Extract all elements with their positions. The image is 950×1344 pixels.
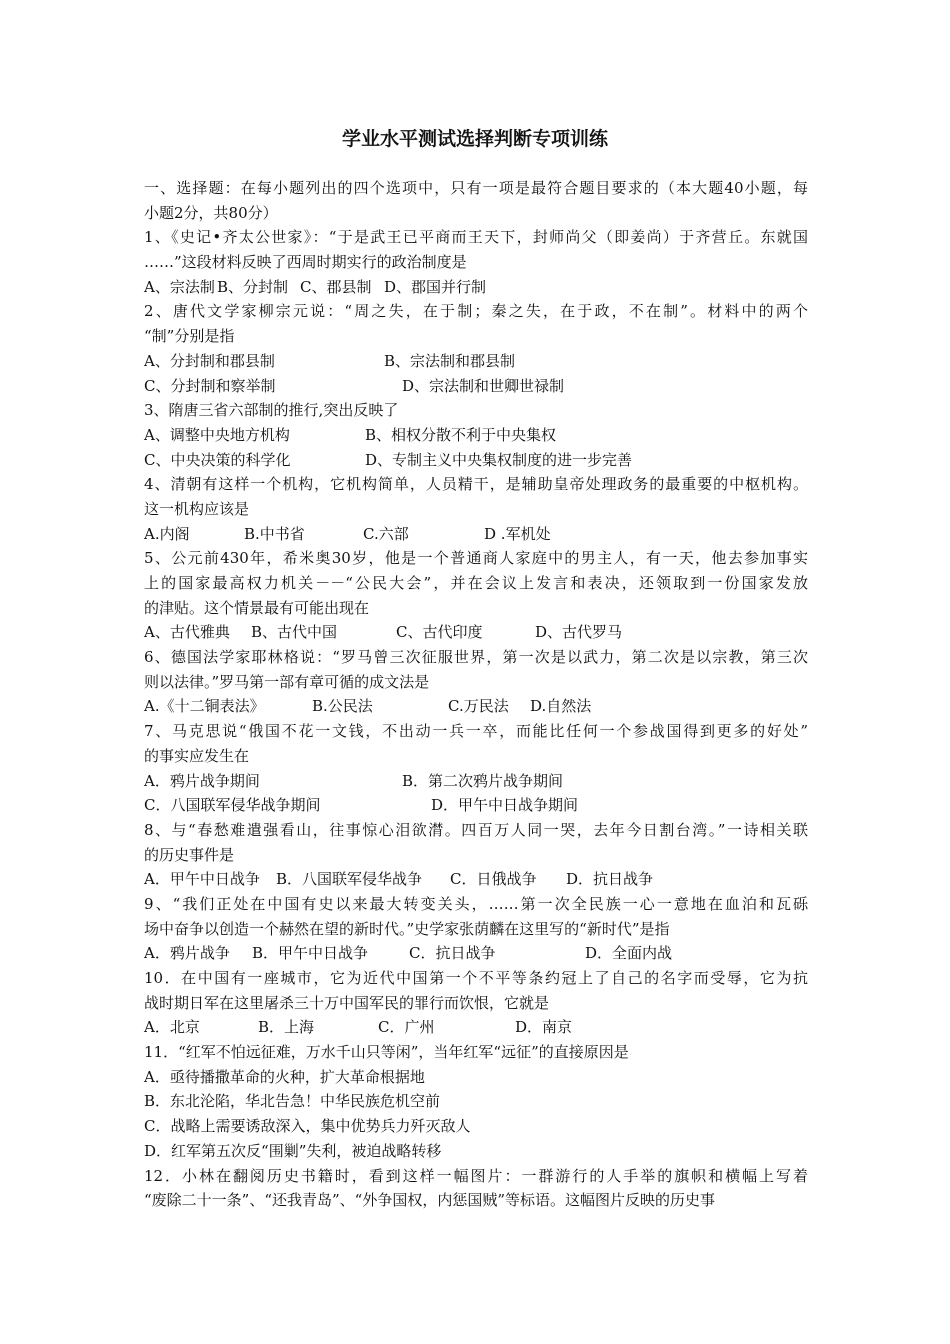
question-stem: 2、唐代文学家柳宗元说：“周之失，在于制；秦之失，在于政，不在制”。材料中的两个 bbox=[144, 302, 808, 321]
question-stem: 11．“红军不怕远征难，万水千山只等闲”，当年红军“远征”的直接原因是 bbox=[144, 1043, 629, 1062]
question-stem: 的历史事件是 bbox=[144, 845, 235, 864]
question-item bbox=[144, 966, 808, 1040]
question-item bbox=[144, 546, 808, 645]
question-item bbox=[144, 719, 808, 818]
question-stem: 10．在中国有一座城市，它为近代中国第一个不平等条约冠上了自己的名字而受辱，它为抗 bbox=[144, 969, 808, 987]
answer-option: D、宗法制和世卿世禄制 bbox=[402, 376, 565, 395]
answer-option: B．八国联军侵华战争 bbox=[276, 870, 423, 889]
question-item bbox=[144, 818, 808, 892]
answer-option: C、分封制和察举制 bbox=[144, 376, 276, 395]
document-body bbox=[144, 176, 808, 1213]
answer-option: C．广州 bbox=[378, 1018, 435, 1037]
question-item bbox=[144, 472, 808, 546]
answer-option: D．南京 bbox=[515, 1018, 573, 1037]
question-list bbox=[144, 225, 808, 1213]
option-row bbox=[144, 275, 808, 300]
answer-option: B．第二次鸦片战争期间 bbox=[402, 771, 564, 790]
question-stem: 8、与“春愁难遣强看山，往事惊心泪欲潸。四百万人同一哭，去年今日割台湾。”一诗相关联 bbox=[144, 820, 808, 839]
option-row bbox=[144, 620, 808, 645]
question-stem: 的事实应发生在 bbox=[144, 746, 250, 765]
answer-option: C.六部 bbox=[363, 524, 409, 543]
question-stem: 4、清朝有这样一个机构，它机构简单，人员精干，是辅助皇帝处理政务的最重要的中枢机构。 bbox=[144, 475, 808, 494]
answer-option: B．甲午中日战争 bbox=[252, 944, 369, 963]
answer-option: A、分封制和郡县制 bbox=[144, 351, 275, 370]
answer-option: D．甲午中日战争期间 bbox=[431, 796, 579, 815]
option-row bbox=[144, 374, 808, 399]
question-item bbox=[144, 398, 808, 472]
question-item bbox=[144, 299, 808, 398]
answer-option: A、调整中央地方机构 bbox=[144, 425, 290, 444]
option-row bbox=[144, 349, 808, 374]
answer-option: D、古代罗马 bbox=[535, 623, 623, 642]
answer-option: C、中央决策的科学化 bbox=[144, 450, 291, 469]
answer-option: C．八国联军侵华战争期间 bbox=[144, 796, 321, 815]
answer-option: D．抗日战争 bbox=[566, 870, 654, 889]
answer-option: D .军机处 bbox=[484, 524, 551, 543]
option-row bbox=[144, 867, 808, 892]
question-stem: 6、德国法学家耶林格说：“罗马曾三次征服世界，第一次是以武力，第二次是以宗教，第三次 bbox=[144, 648, 808, 667]
question-stem: 这一机构应该是 bbox=[144, 499, 250, 518]
answer-option: A.《十二铜表法》 bbox=[144, 697, 265, 716]
answer-option: C．战略上需要诱敌深入，集中优势兵力歼灭敌人 bbox=[144, 1117, 471, 1136]
question-stem: 7、马克思说“俄国不花一文钱，不出动一兵一卒，而能比任何一个参战国得到更多的好处” bbox=[144, 722, 808, 741]
answer-option: C.万民法 bbox=[448, 697, 509, 716]
option-row bbox=[144, 522, 808, 547]
question-item bbox=[144, 1164, 808, 1213]
question-item bbox=[144, 645, 808, 719]
question-stem: “制”分别是指 bbox=[144, 327, 235, 346]
question-stem: 5、公元前430年，希米奥30岁，他是一个普通商人家庭中的男主人，有一天，他去参加事实 bbox=[144, 549, 808, 568]
question-item bbox=[144, 225, 808, 299]
section-instruction: 一、选择题：在每小题列出的四个选项中，只有一项是最符合题目要求的（本大题40小题，每 bbox=[144, 179, 808, 197]
answer-option: A、古代雅典 bbox=[144, 623, 230, 642]
question-stem: 的津贴。这个情景最有可能出现在 bbox=[144, 598, 370, 617]
option-row bbox=[144, 769, 808, 794]
answer-option: B、古代中国 bbox=[251, 623, 338, 642]
question-stem: 场中奋争以创造一个赫然在望的新时代。”史学家张荫麟在这里写的“新时代”是指 bbox=[144, 919, 670, 938]
answer-option: B、宗法制和郡县制 bbox=[384, 351, 516, 370]
option-row bbox=[144, 1015, 808, 1040]
option-row bbox=[144, 1089, 808, 1114]
answer-option: C、郡县制 bbox=[300, 277, 372, 296]
answer-option: B．上海 bbox=[258, 1018, 315, 1037]
answer-option: C．日俄战争 bbox=[450, 870, 537, 889]
option-row bbox=[144, 1065, 808, 1090]
option-row bbox=[144, 793, 808, 818]
question-item bbox=[144, 1040, 808, 1163]
answer-option: B.中书省 bbox=[244, 524, 305, 543]
answer-option: C．抗日战争 bbox=[409, 944, 496, 963]
answer-option: A．北京 bbox=[144, 1018, 200, 1037]
question-stem: 1、《史记•齐太公世家》：“于是武王已平商而王天下，封师尚父（即姜尚）于齐营丘。东就国 bbox=[144, 228, 808, 247]
document-title: 学业水平测试选择判断专项训练 bbox=[341, 128, 608, 150]
option-row bbox=[144, 1114, 808, 1139]
section-instruction: 小题2分，共80分） bbox=[144, 203, 278, 222]
answer-option: A．甲午中日战争 bbox=[144, 870, 260, 889]
answer-option: B、分封制 bbox=[217, 277, 289, 296]
answer-option: B.公民法 bbox=[312, 697, 373, 716]
option-row bbox=[144, 448, 808, 473]
option-row bbox=[144, 941, 808, 966]
question-stem: 12．小林在翻阅历史书籍时，看到这样一幅图片：一群游行的人手举的旗帜和横幅上写着 bbox=[144, 1166, 808, 1185]
answer-option: D．红军第五次反“围剿”失利，被迫战略转移 bbox=[144, 1141, 442, 1160]
answer-option: A．鸦片战争期间 bbox=[144, 771, 260, 790]
question-stem: 则以法律。”罗马第一部有章可循的成文法是 bbox=[144, 672, 430, 691]
answer-option: A、宗法制 bbox=[144, 277, 215, 296]
answer-option: A.内阁 bbox=[144, 524, 190, 543]
answer-option: A．鸦片战争 bbox=[144, 944, 230, 963]
question-stem: ……”这段材料反映了西周时期实行的政治制度是 bbox=[144, 253, 467, 272]
answer-option: D、专制主义中央集权制度的进一步完善 bbox=[365, 450, 633, 469]
option-row bbox=[144, 694, 808, 719]
answer-option: B．东北沦陷，华北告急！中华民族危机空前 bbox=[144, 1092, 441, 1111]
option-row bbox=[144, 423, 808, 448]
answer-option: A．亟待播撒革命的火种，扩大革命根据地 bbox=[144, 1067, 425, 1086]
answer-option: D．全面内战 bbox=[585, 944, 673, 963]
answer-option: B、相权分散不利于中央集权 bbox=[365, 425, 557, 444]
answer-option: D.自然法 bbox=[530, 697, 592, 716]
question-stem: 3、隋唐三省六部制的推行,突出反映了 bbox=[144, 401, 399, 420]
answer-option: D、郡国并行制 bbox=[384, 277, 487, 296]
question-item bbox=[144, 892, 808, 966]
question-stem: 战时期日军在这里屠杀三十万中国军民的罪行而饮恨，它就是 bbox=[144, 993, 550, 1012]
answer-option: C、古代印度 bbox=[396, 623, 483, 642]
question-stem: 上的国家最高权力机关－－“公民大会”，并在会议上发言和表决，还领取到一份国家发放 bbox=[144, 574, 808, 592]
question-stem: 9、“我们正处在中国有史以来最大转变关头，……第一次全民族一心一意地在血泊和瓦砾 bbox=[144, 894, 808, 913]
question-stem: “废除二十一条”、“还我青岛”、“外争国权，内惩国贼”等标语。这幅图片反映的历史事 bbox=[144, 1191, 716, 1210]
option-row bbox=[144, 1139, 808, 1164]
